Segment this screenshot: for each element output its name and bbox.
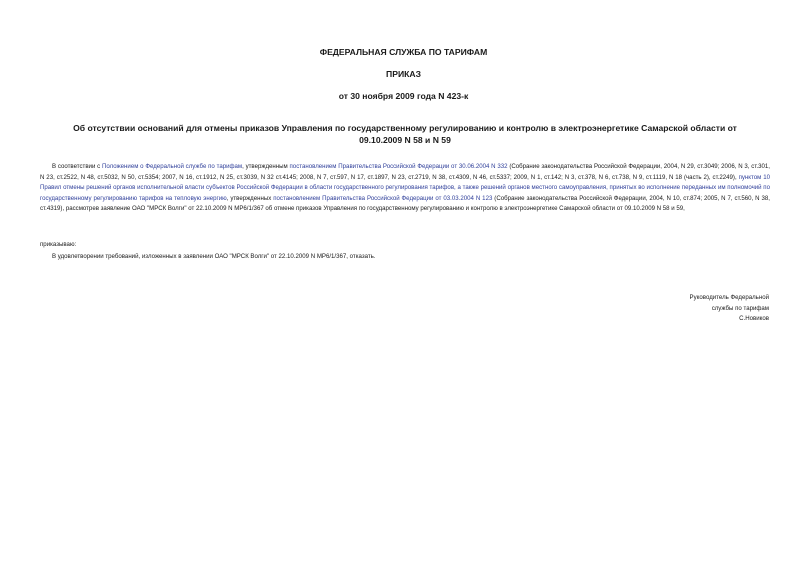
preamble-text-2: , утвержденным [242,163,290,170]
signature-position-line-1: Руководитель Федеральной [689,294,769,301]
decision-paragraph: В удовлетворении требований, изложенных в заявлении ОАО "МРСК Волги" от 22.10.2009 N МР6/1/367, отказать. [52,253,376,260]
document-subject: Об отсутствии оснований для отмены приказов Управления по государственному регулированию и контролю в электроэнергетике Самарской области от 09.10.2009 N 58 и N 59 [73,123,737,145]
order-word: приказываю: [40,241,77,248]
link-rules-item-10[interactable]: пунктом 10 Правил отмены решений органов исполнительной власти субъектов Российской Федерации в области государственного регулирования тарифов, а также решений органов местного самоуправления, принятых во исполнение переданных им полномочий по государственному регулированию тарифов на тепловую энергию [40,173,771,202]
signature-name: С.Новиков [739,315,769,322]
preamble-text-3: (Собрание законодательства Российской Федерации, 2004, N 29, ст.3049; 2006, N 3, ст.301, N 23, ст.2522, N 48, ст.5032, N 50, ст.5354; 2007, N 16, ст.1912, N 25, ст.3039, N 32 ст.4145; 2008, N 7, ст.597, N 17, ст.1897, N 23, ст.2719, N 38, ст.4309, N 46, ст.5337; 2009, N 1, ст.142; N 3, ст.378, N 6, ст.738, N 9, ст.1119, N 18 (часть 2), ст.2249), [40,163,770,181]
link-government-decree-123[interactable]: постановлением Правительства Российской Федерации от 03.03.2004 N 123 [273,194,493,202]
link-government-decree-332[interactable]: постановлением Правительства Российской Федерации от 30.06.2004 N 332 [289,163,508,170]
link-fts-regulation[interactable]: Положением о Федеральной службе по тарифам [102,163,243,170]
preamble-text-4: , утвержденных [226,194,274,202]
preamble-paragraph [40,162,770,215]
preamble-text-1: В соответствии с [52,163,102,170]
document-date-number: от 30 ноября 2009 года N 423-к [338,91,469,101]
agency-title: ФЕДЕРАЛЬНАЯ СЛУЖБА ПО ТАРИФАМ [319,47,488,57]
signature-block [690,293,769,325]
preamble-text-5: (Собрание законодательства Российской Федерации, 2004, N 10, ст.874; 2005, N 7, ст.560, N 38, ст.4319), рассмотрев заявление ОАО "МРСК Волги" от 22.10.2009 N МР6/1/367 об отмене приказов Управления по государственному регулированию и контролю в электроэнергетике Самарской области от 09.10.2009 N 58 и 59, [40,194,770,212]
signature-position-line-2: службы по тарифам [711,304,769,312]
document-type: ПРИКАЗ [386,69,421,79]
